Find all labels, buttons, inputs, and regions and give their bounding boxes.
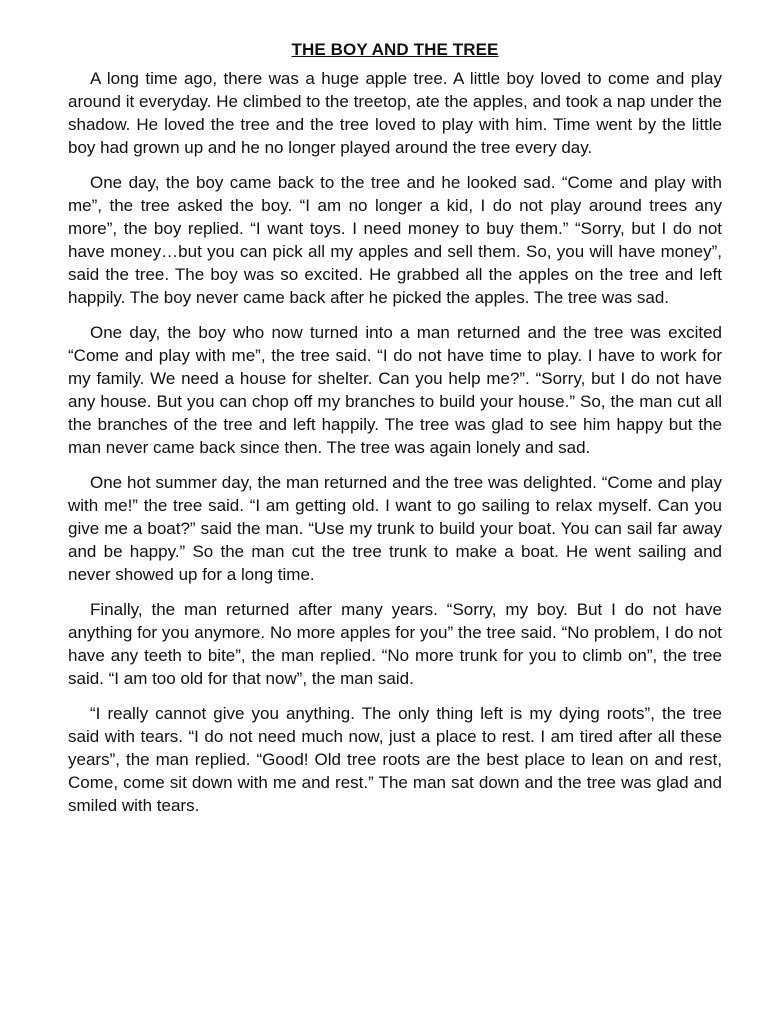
paragraph-6: “I really cannot give you anything. The only thing left is my dying roots”, the tree said with tears. “I do not need much now, just a place to rest. I am tired after all these years”, the man replied. “Good! Old tree roots are the best place to lean on and rest, Come, come sit down with me and rest.” The man sat down and the tree was glad and smiled with tears. (68, 704, 722, 815)
document-title: THE BOY AND THE TREE (291, 40, 499, 59)
paragraph-1: A long time ago, there was a huge apple tree. A little boy loved to come and play around it everyday. He climbed to the treetop, ate the apples, and took a nap under the shadow. He loved the tree and the tree loved to play with him. Time went by the little boy had grown up and he no longer played around the tree every day. (68, 69, 722, 157)
paragraph-2: One day, the boy came back to the tree and he looked sad. “Come and play with me”, the tree asked the boy. “I am no longer a kid, I do not play around trees any more”, the boy replied. “I want toys. I need money to buy them.” “Sorry, but I do not have money…but you can pick all my apples and sell them. So, you will have money”, said the tree. The boy was so excited. He grabbed all the apples on the tree and left happily. The boy never came back after he picked the apples. The tree was sad. (68, 173, 722, 307)
document-page (68, 38, 722, 829)
paragraph-4: One hot summer day, the man returned and the tree was delighted. “Come and play with me!” the tree said. “I am getting old. I want to go sailing to relax myself. Can you give me a boat?” said the man. “Use my trunk to build your boat. You can sail far away and be happy.” So the man cut the tree trunk to make a boat. He went sailing and never showed up for a long time. (68, 473, 722, 584)
paragraph-5: Finally, the man returned after many years. “Sorry, my boy. But I do not have anything for you anymore. No more apples for you” the tree said. “No problem, I do not have any teeth to bite”, the man replied. “No more trunk for you to climb on”, the tree said. “I am too old for that now”, the man said. (68, 600, 722, 688)
paragraph-3: One day, the boy who now turned into a man returned and the tree was excited “Come and play with me”, the tree said. “I do not have time to play. I have to work for my family. We need a house for shelter. Can you help me?”. “Sorry, but I do not have any house. But you can chop off my branches to build your house.” So, the man cut all the branches of the tree and left happily. The tree was glad to see him happy but the man never came back since then. The tree was again lonely and sad. (68, 323, 722, 457)
